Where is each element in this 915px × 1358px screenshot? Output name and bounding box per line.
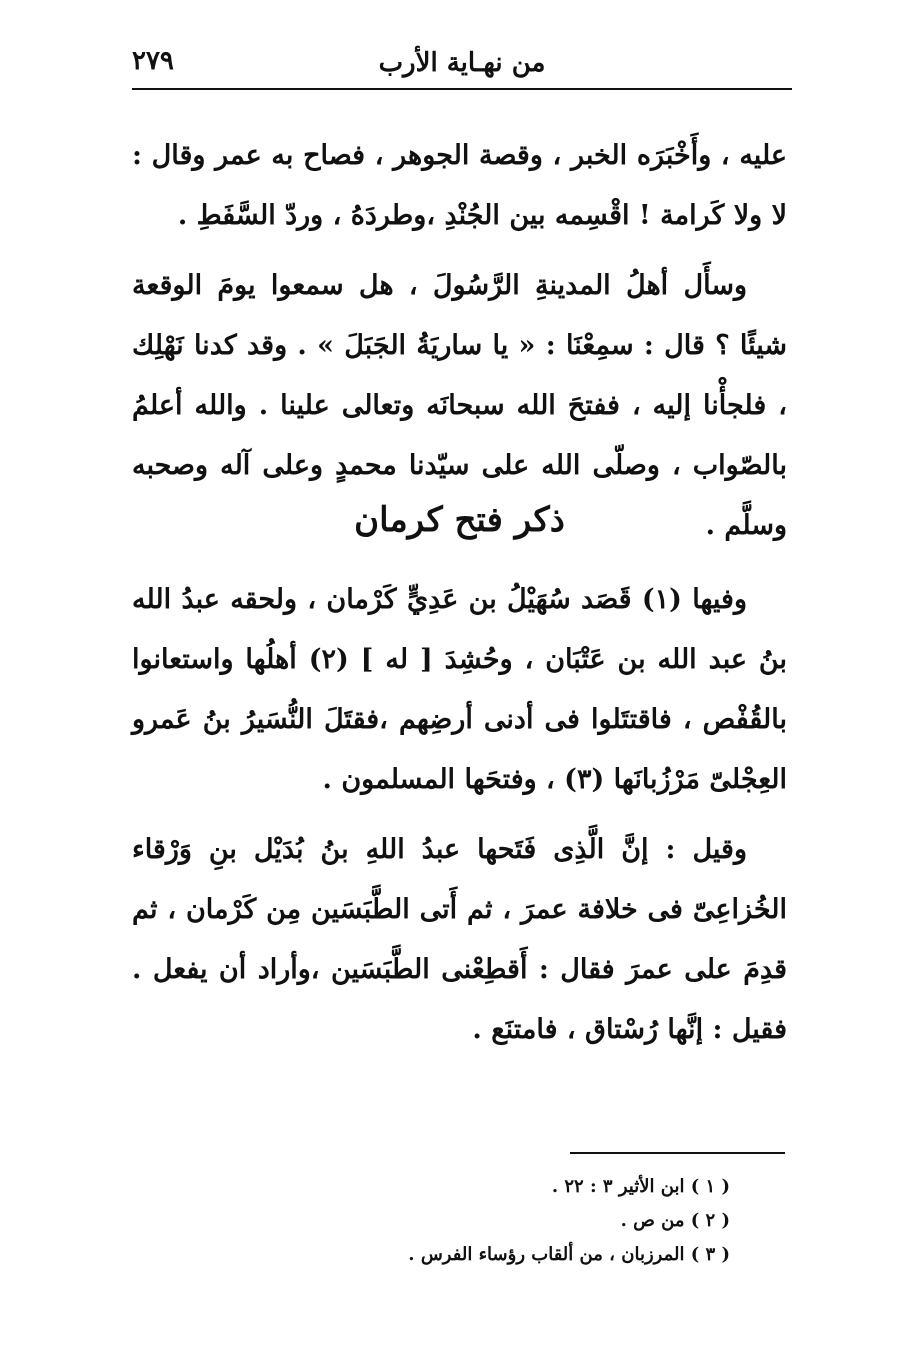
paragraph: عليه ، وأَخْبَرَه الخبر ، وقصة الجوهر ، فصاح به عمر وقال : لا ولا كَرامة ! اقْسِمه بين الجُنْدِ ،وطردَهُ ، وردّ السَّفَطِ . [132, 140, 787, 231]
section-title: ذكر فتح كرمان [354, 500, 565, 540]
footnote: ( ٣ ) المرزبان ، من ألقاب رؤساء الفرس . [408, 1244, 730, 1265]
footnotes [380, 1170, 730, 1272]
paragraph: وقيل : إنَّ الَّذِى فَتَحها عبدُ اللهِ بنُ بُدَيْل بنِ وَرْقاء الخُزاعِىّ فى خلافة عمرَ ، ثم أَتى الطَّبَسَين مِن كَرْمان ، ثم قدِمَ على عمرَ فقال : أَقطِعْنى الطَّبَسَين ،وأراد أن يفعل . فقيل : إنَّها رُسْتاق ، فامتنَع . [132, 834, 787, 1045]
footnote-divider [570, 1152, 785, 1154]
page-number: ٢٧٩ [132, 46, 174, 76]
footnote: ( ٢ ) من ص . [620, 1210, 730, 1231]
page-header [132, 38, 792, 90]
body-text-bottom [132, 570, 787, 1060]
running-title: من نهـاية الأرب [378, 48, 546, 78]
paragraph: وفيها (١) قَصَد سُهَيْلُ بن عَدِيٍّ كَرْمان ، ولحقه عبدُ الله بنُ عبد الله بن عَتْبَان ، وحُشِدَ [ له ] (٢) أهلُها واستعانوا بالقُفْص ، فاقتتَلوا فى أدنى أرضِهم ،فقتَلَ النُّسَيرُ بنُ عَمرو العِجْلىّ مَرْزُبانَها (٣) ، وفتحَها المسلمون . [132, 584, 788, 795]
body-text-top [132, 126, 787, 556]
paragraph: وسأَل أهلُ المدينةِ الرَّسُولَ ، هل سمعوا يومَ الوقعة شيئًا ؟ قال : سمِعْنَا : « يا ساريَةُ الجَبَلَ » . وقد كدنا نَهْلِك ، فلجأْنا إليه ، ففتحَ الله سبحانَه وتعالى علينا . والله أعلمُ بالصّواب ، وصلّى الله على سيّدنا محمدٍ وعلى آله وصحبه وسلَّم . [132, 270, 787, 541]
footnote: ( ١ ) ابن الأثير ٣ : ٢٢ . [551, 1176, 730, 1197]
